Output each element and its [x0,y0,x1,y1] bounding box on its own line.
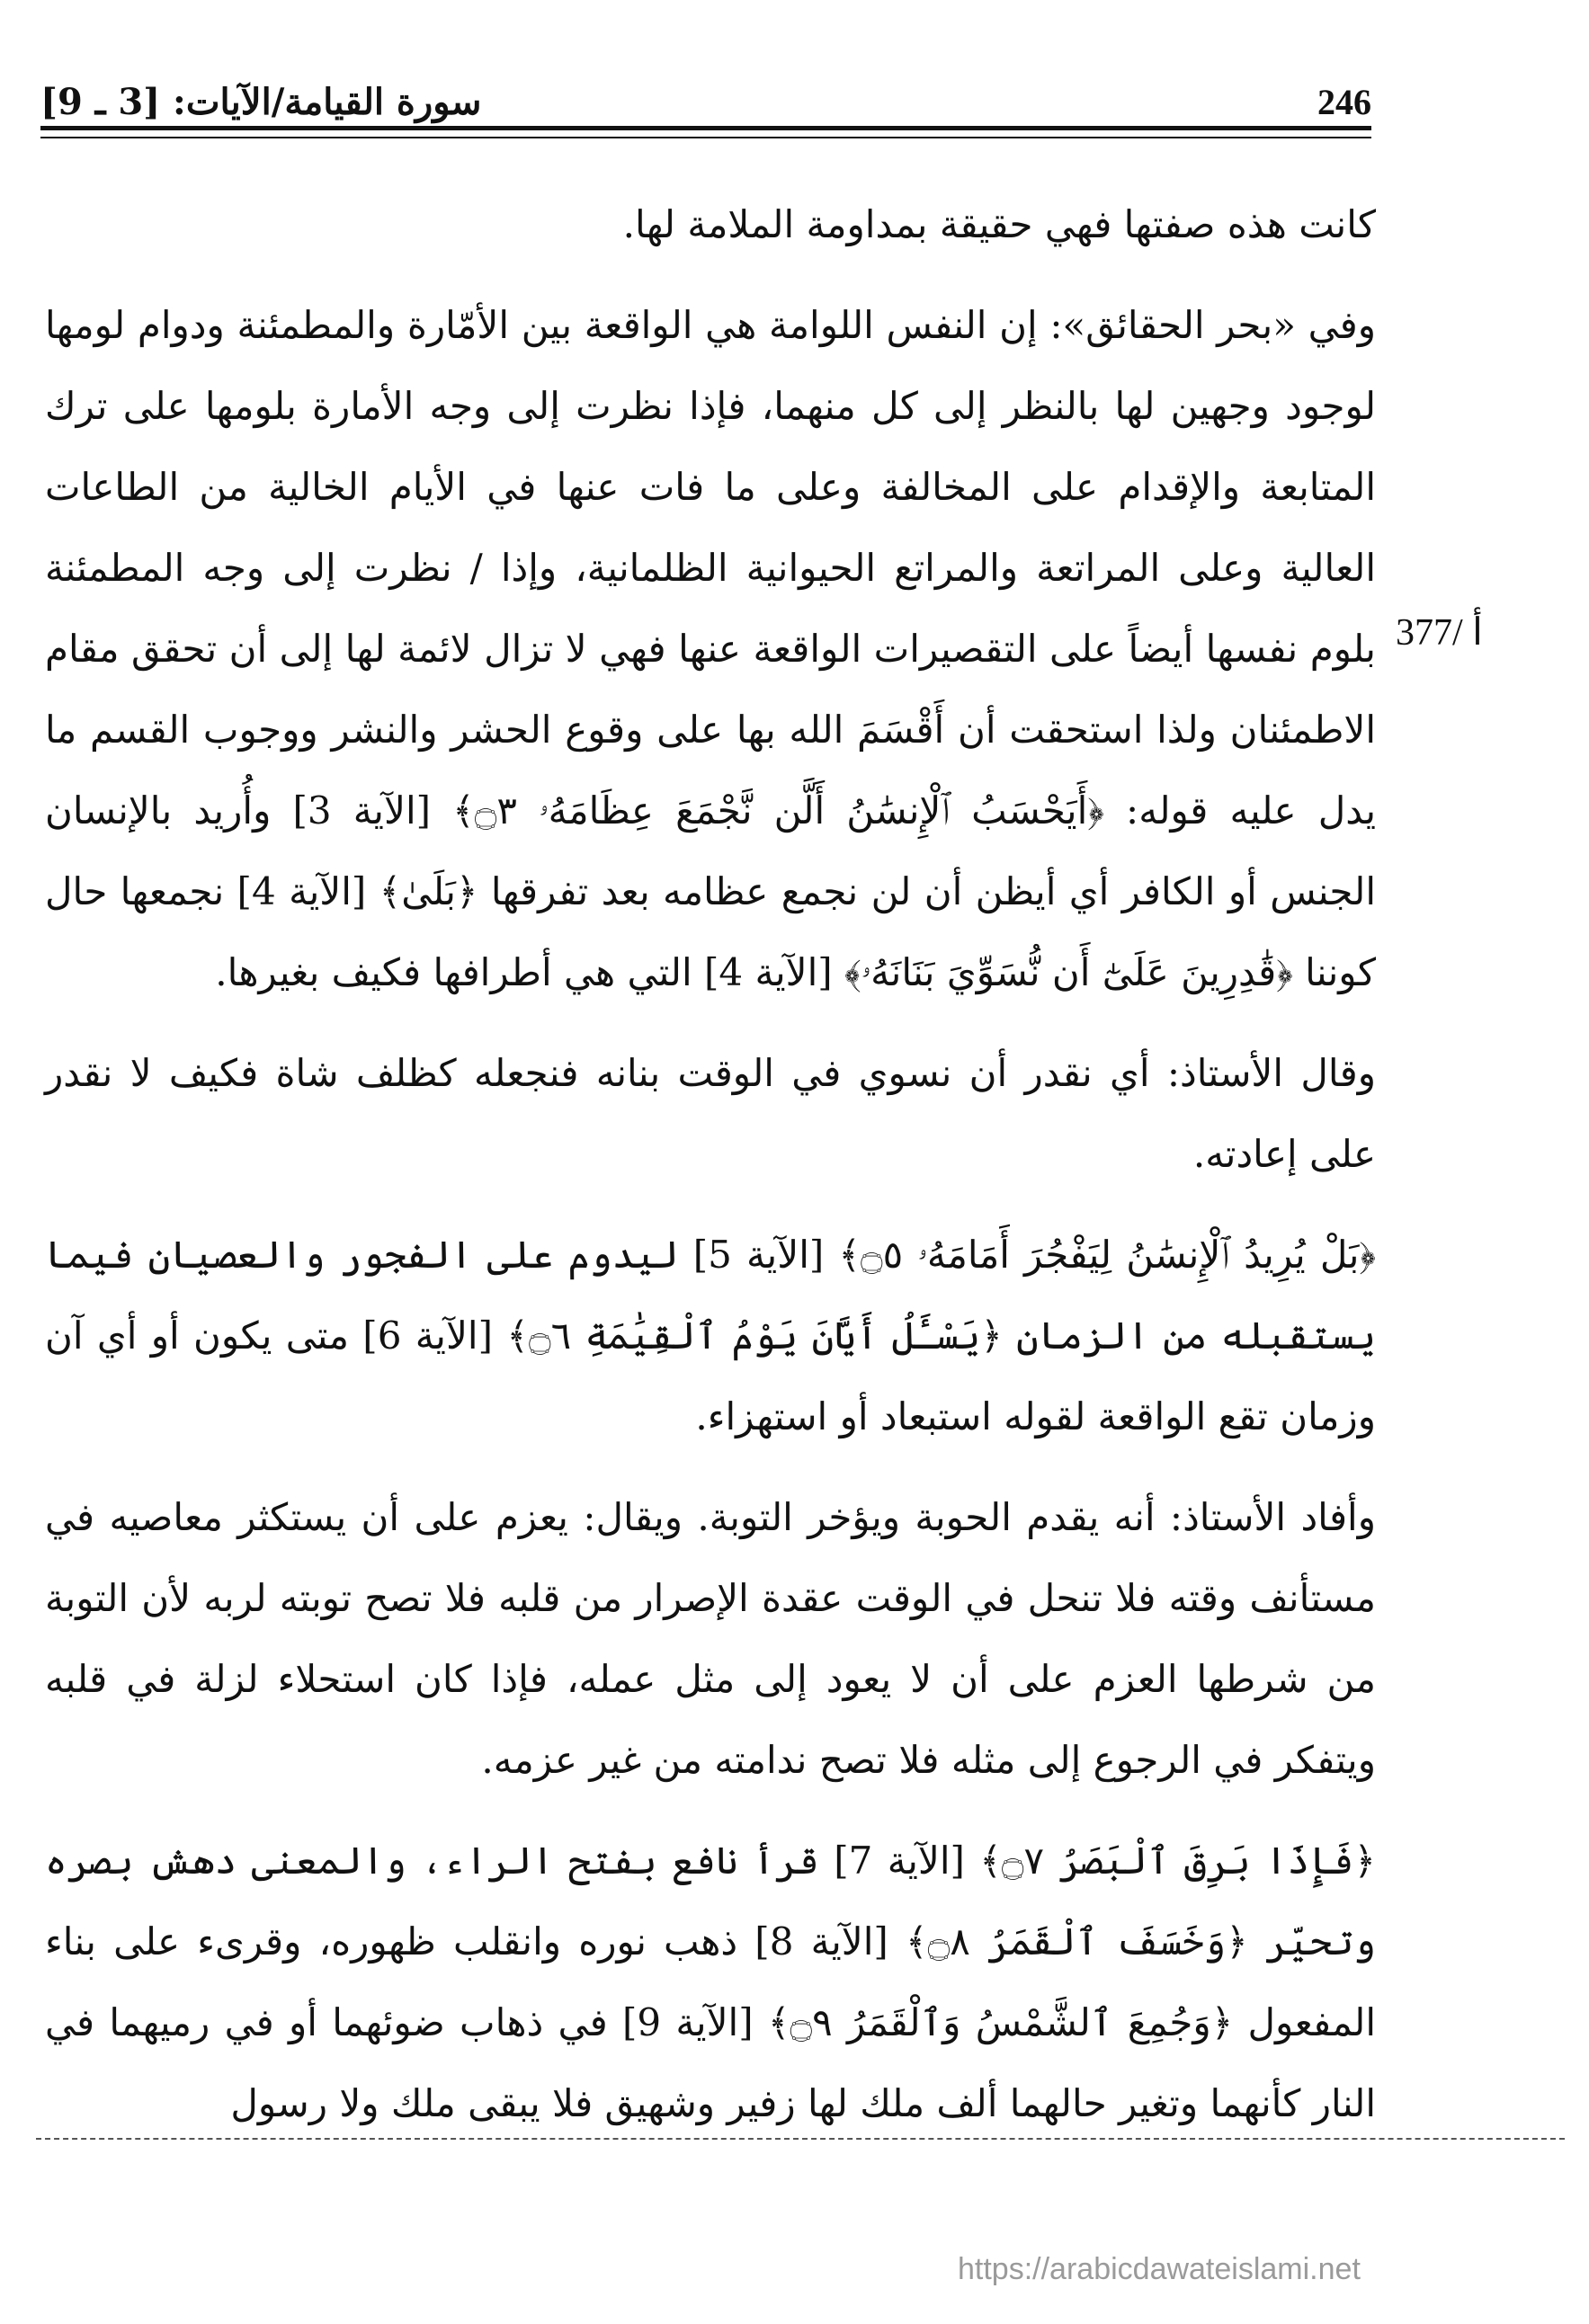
margin-folio-note: 377/ أ [1396,612,1483,654]
paragraph: كانت هذه صفتها فهي حقيقة بمداومة الملامة لها. [622,202,1376,246]
body-text [45,184,1376,2164]
paragraph: وفي «بحر الحقائق»: إن النفس اللوامة هي الواقعة بين الأمّارة والمطمئنة ودوام لومها لوجود وجهين لها بالنظر إلى كل منهما، فإذا نظرت إلى وجه الأمارة بلومها على ترك المتابعة والإقدام على المخالفة وعلى ما فات عنها في الأيام الخالية من الطاعات العالية وعلى المراتعة والمراتع الحيوانية الظلمانية، وإذا / نظرت إلى وجه المطمئنة بلوم نفسها أيضاً على التقصيرات الواقعة عنها فهي لا تزال لائمة لها إلى أن تحقق مقام الاطمئنان ولذا استحقت أن أَقْسَمَ الله بها على وقوع الحشر والنشر ووجوب القسم ما يدل عليه قوله: ﴿أَيَحْسَبُ ٱلْإِنسَٰنُ أَلَّن نَّجْمَعَ عِظَامَهُۥ ۝٣﴾ [الآية 3] وأُريد بالإنسان الجنس أو الكافر أي أيظن أن لن نجمع عظامه بعد تفرقها ﴿بَلَىٰ﴾ [الآية 4] نجمعها حال كوننا ﴿قَٰدِرِينَ عَلَىٰٓ أَن نُّسَوِّيَ بَنَانَهُۥ﴾ [الآية 4] التي هي أطرافها فكيف بغيرها. [45,303,1377,994]
page-header [40,63,1371,135]
running-title: سورة القيامة/الآيات: [3 ـ 9] [40,81,482,123]
scan-dashed-line [36,2138,1565,2140]
watermark-url[interactable]: https://arabicdawateislami.net [958,2252,1361,2286]
paragraph: ﴿فَإِذَا بَرِقَ ٱلْبَصَرُ ۝٧﴾ [الآية 7] قرأ نافع بفتح الراء، والمعنى دهش بصره وتحيّر ﴿وَخَسَفَ ٱلْقَمَرُ ۝٨﴾ [الآية 8] ذهب نوره وانقلب ظهوره، وقرىء على بناء المفعول ﴿وَجُمِعَ ٱلشَّمْسُ وَٱلْقَمَرُ ۝٩﴾ [الآية 9] في ذهاب ضوئهما أو في رميهما في النار كأنهما وتغير حالهما ألف ملك لها زفير وشهيق فلا يبقى ملك ولا رسول [45,1839,1376,2125]
page-number: 246 [1317,82,1371,122]
paragraph: وأفاد الأستاذ: أنه يقدم الحوبة ويؤخر التوبة. ويقال: يعزم على أن يستكثر معاصيه في مستأنف وقته فلا تنحل في الوقت عقدة الإصرار من قلبه فلا تصح توبته لربه لأن التوبة من شرطها العزم على أن لا يعود إلى مثل عمله، فإذا كان استحلاء لزلة في قلبه ويتفكر في الرجوع إلى مثله فلا تصح ندامته من غير عزمه. [45,1495,1376,1782]
header-rule-thick [40,126,1371,130]
header-rule-thin [40,137,1371,138]
paragraph: وقال الأستاذ: أي نقدر أن نسوي في الوقت بنانه فنجعله كظلف شاة فكيف لا نقدر على إعادته. [45,1051,1376,1176]
paragraph: ﴿بَلْ يُرِيدُ ٱلْإِنسَٰنُ لِيَفْجُرَ أَمَامَهُۥ ۝٥﴾ [الآية 5] ليدوم على الفجور والعصيان فيما يستقبله من الزمان ﴿يَسْـَٔلُ أَيَّانَ يَوْمُ ٱلْقِيَٰمَةِ ۝٦﴾ [الآية 6] متى يكون أو أي آن وزمان تقع الواقعة لقوله استبعاد أو استهزاء. [45,1233,1377,1438]
